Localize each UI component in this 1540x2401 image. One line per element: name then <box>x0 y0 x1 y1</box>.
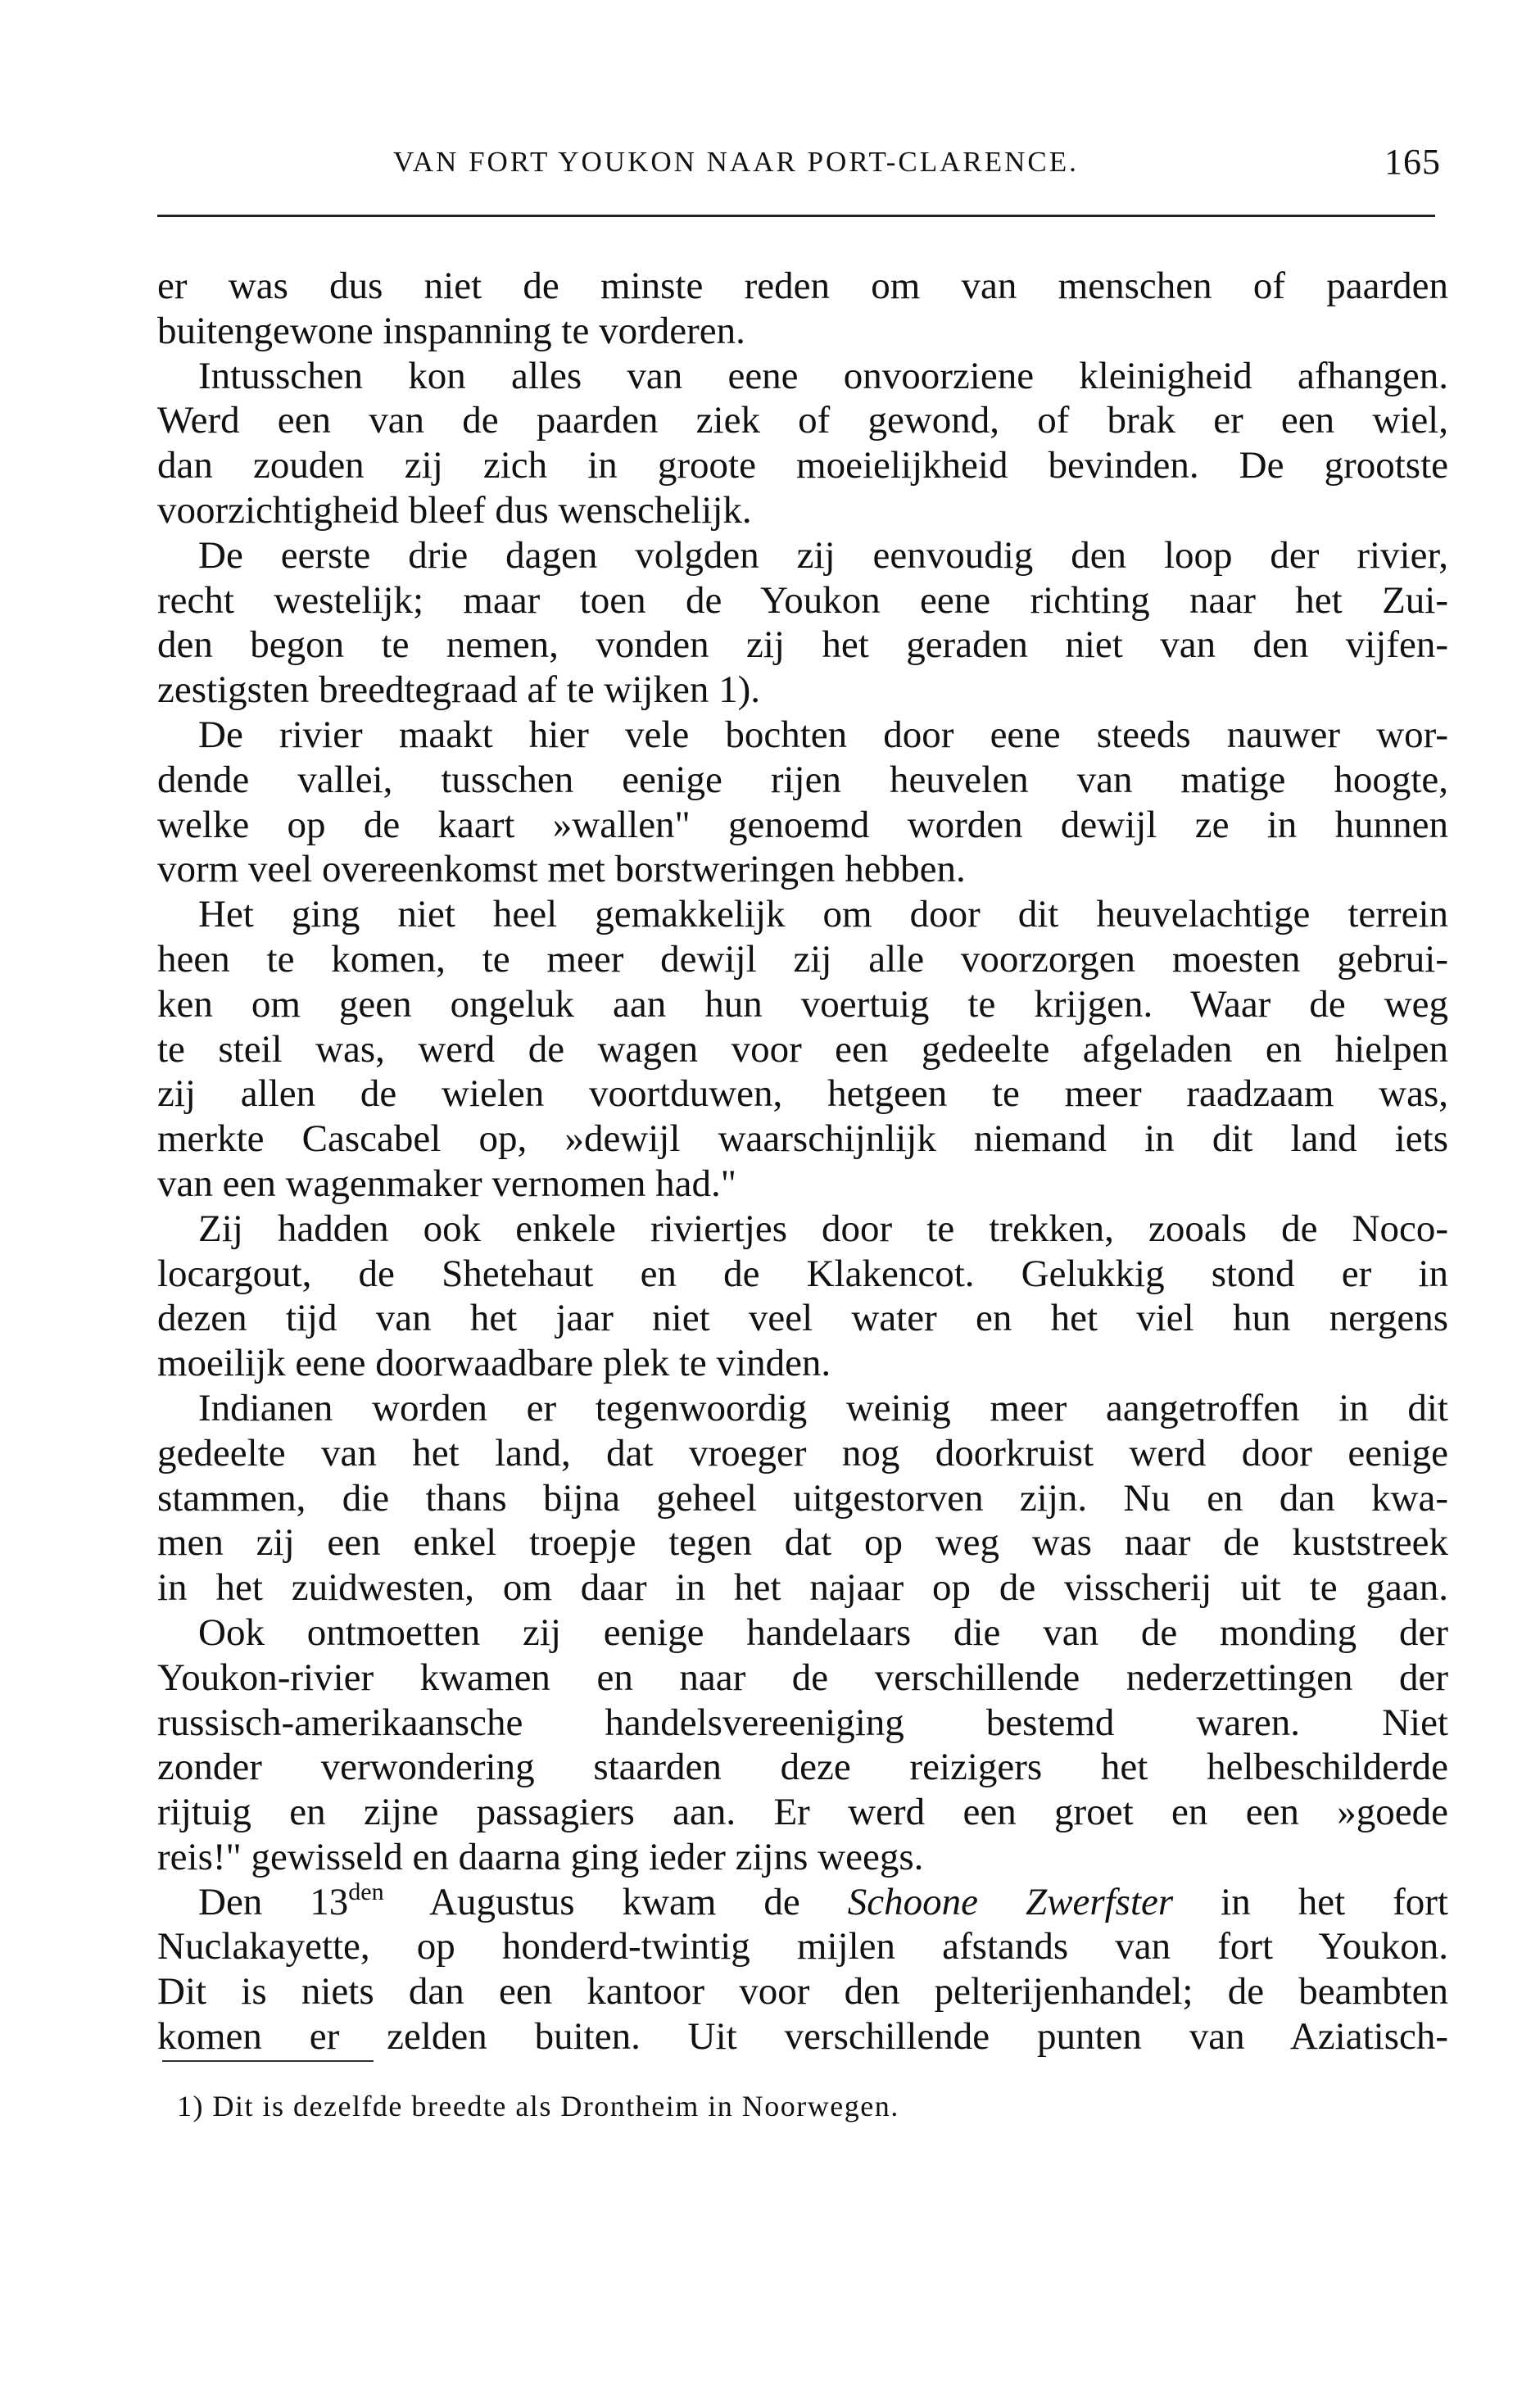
text-line: dan zouden zij zich in groote moeielijkheid bevinden. De grootste <box>157 444 1448 487</box>
text-line: dezen tijd van het jaar niet veel water en het viel hun nergens <box>157 1297 1448 1340</box>
text-line: er was dus niet de minste reden om van menschen of paarden <box>157 265 1448 307</box>
text-line: ken om geen ongeluk aan hun voertuig te krijgen. Waar de weg <box>157 982 1448 1026</box>
text-line: Werd een van de paarden ziek of gewond, of brak er een wiel, <box>157 399 1448 442</box>
text-line: zij allen de wielen voortduwen, hetgeen te meer raadzaam was, <box>157 1072 1448 1116</box>
text-line-augustus <box>157 1880 1448 1925</box>
text-line: Intusschen kon alles van eene onvoorziene kleinigheid afhangen. <box>198 354 1448 397</box>
text-line: zonder verwondering staarden deze reizigers het helbeschilderde <box>157 1746 1448 1789</box>
text-fragment: in het fort <box>1173 1880 1448 1923</box>
text-line: voorzichtigheid bleef dus wenschelijk. <box>157 488 752 532</box>
text-line: De rivier maakt hier vele bochten door eene steeds nauwer wor- <box>198 713 1448 756</box>
text-line: in het zuidwesten, om daar in het najaar op de visscherij uit te gaan. <box>157 1566 1448 1610</box>
text-line: locargout, de Shetehaut en de Klakencot. Gelukkig stond er in <box>157 1252 1448 1295</box>
text-line: rijtuig en zijne passagiers aan. Er werd een groet en een »goede <box>157 1791 1448 1834</box>
text-line: men zij een enkel troepje tegen dat op weg was naar de kuststreek <box>157 1521 1448 1565</box>
page-number: 165 <box>1384 142 1441 182</box>
text-line: De eerste drie dagen volgden zij eenvoudig den loop der rivier, <box>198 533 1448 577</box>
text-line: den begon te nemen, vonden zij het geraden niet van den vijfen- <box>157 623 1448 667</box>
text-line: Youkon-rivier kwamen en naar de verschillende nederzettingen der <box>157 1656 1448 1699</box>
superscript-den: den <box>348 1878 384 1905</box>
text-line: te steil was, werd de wagen voor een gedeelte afgeladen en hielpen <box>157 1027 1448 1071</box>
footnote-rule <box>162 2060 374 2062</box>
text-line: stammen, die thans bijna geheel uitgestorven zijn. Nu en dan kwa- <box>157 1476 1448 1520</box>
text-line: moeilijk eene doorwaadbare plek te vinden. <box>157 1342 831 1385</box>
text-line: vorm veel overeenkomst met borstweringen hebben. <box>157 848 966 891</box>
footnote: 1) Dit is dezelfde breedte als Drontheim in Noorwegen. <box>177 2090 899 2122</box>
text-line: reis!" gewisseld en daarna ging ieder zijns weegs. <box>157 1835 924 1878</box>
text-fragment: Augustus kwam de <box>383 1880 848 1923</box>
text-line: Het ging niet heel gemakkelijk om door dit heuvelachtige terrein <box>198 893 1448 936</box>
text-line: Zij hadden ook enkele riviertjes door te trekken, zooals de Noco- <box>198 1207 1448 1250</box>
text-line: van een wagenmaker vernomen had." <box>157 1162 736 1205</box>
text-fragment: Den 13 <box>198 1880 349 1923</box>
text-line: dende vallei, tusschen eenige rijen heuvelen van matige hoogte, <box>157 758 1448 801</box>
text-line: recht westelijk; maar toen de Youkon eene richting naar het Zui- <box>157 578 1448 622</box>
text-line: Indianen worden er tegenwoordig weinig meer aangetroffen in dit <box>198 1386 1448 1429</box>
text-line: welke op de kaart »wallen" genoemd worden dewijl ze in hunnen <box>157 803 1448 846</box>
text-line: merkte Cascabel op, »dewijl waarschijnlijk niemand in dit land iets <box>157 1117 1448 1161</box>
ship-name-italic: Schoone Zwerfster <box>847 1880 1174 1923</box>
text-line: Nuclakayette, op honderd-twintig mijlen afstands van fort Youkon. <box>157 1925 1448 1968</box>
text-line: gedeelte van het land, dat vroeger nog doorkruist werd door eenige <box>157 1431 1448 1475</box>
text-line: russisch-amerikaansche handelsvereeniging bestemd waren. Niet <box>157 1701 1448 1744</box>
body-text <box>157 264 1448 2059</box>
running-title: VAN FORT YOUKON NAAR PORT-CLARENCE. <box>393 146 1079 178</box>
text-line: komen er zelden buiten. Uit verschillende punten van Aziatisch- <box>157 2015 1448 2059</box>
header-rule <box>157 215 1435 217</box>
text-line: Dit is niets dan een kantoor voor den pelterijenhandel; de beambten <box>157 1970 1448 2014</box>
text-line: buitengewone inspanning te vorderen. <box>157 309 745 352</box>
text-line: heen te komen, te meer dewijl zij alle voorzorgen moesten gebrui- <box>157 937 1448 981</box>
text-line: zestigsten breedtegraad af te wijken 1). <box>157 668 761 712</box>
text-line: Ook ontmoetten zij eenige handelaars die van de monding der <box>198 1610 1448 1654</box>
